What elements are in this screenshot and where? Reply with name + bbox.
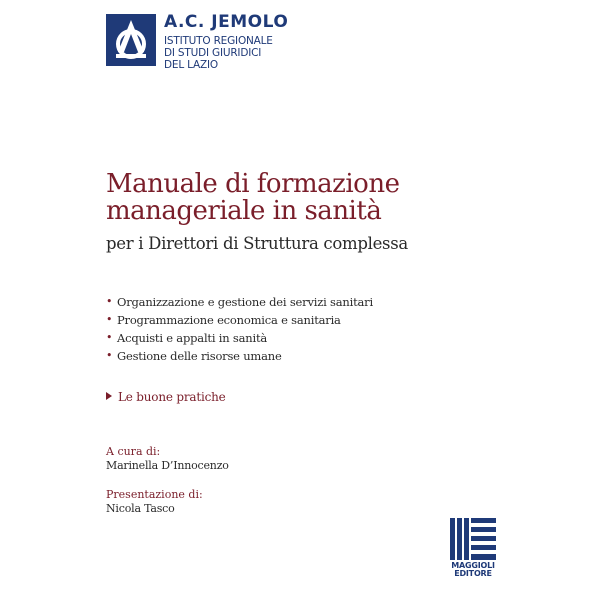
logo-line-1: ISTITUTO REGIONALE: [164, 35, 273, 47]
bullet-icon: •: [106, 331, 113, 344]
logo-title: A.C. JEMOLO: [164, 12, 289, 32]
curator-label: A cura di:: [106, 445, 161, 458]
topic-text: Programmazione economica e sanitaria: [117, 313, 341, 327]
topic-text: Acquisti e appalti in sanità: [117, 331, 268, 345]
publisher-logo: [444, 518, 502, 580]
triangle-right-icon: [106, 392, 112, 400]
publisher-name: MAGGIOLI: [451, 561, 495, 570]
topic-item: [106, 293, 373, 311]
book-title-line-2: manageriale in sanità: [106, 196, 382, 226]
book-title: [106, 171, 399, 225]
curator-name: Marinella D’Innocenzo: [106, 459, 229, 472]
bullet-icon: •: [106, 295, 113, 308]
topic-item: [106, 347, 373, 365]
topic-text: Gestione delle risorse umane: [117, 349, 282, 363]
jemolo-logo: [106, 14, 296, 70]
book-subtitle: per i Direttori di Struttura complessa: [106, 234, 408, 253]
logo-line-2: DI STUDI GIURIDICI: [164, 47, 262, 59]
bullet-icon: •: [106, 313, 113, 326]
topic-text: Organizzazione e gestione dei servizi sanitari: [117, 295, 373, 309]
publisher-subname: EDITORE: [454, 569, 492, 578]
maggioli-logo-icon: [450, 518, 496, 560]
book-title-line-1: Manuale di formazione: [106, 169, 400, 199]
bullet-icon: •: [106, 349, 113, 362]
topic-list: [106, 293, 373, 365]
practice-text: Le buone pratiche: [118, 390, 226, 404]
topic-item: [106, 311, 373, 329]
presentation-label: Presentazione di:: [106, 488, 203, 501]
presentation-name: Nicola Tasco: [106, 502, 175, 515]
topic-item: [106, 329, 373, 347]
jemolo-logo-icon: [106, 14, 156, 66]
practice-note: [106, 390, 226, 404]
logo-line-3: DEL LAZIO: [164, 59, 218, 71]
